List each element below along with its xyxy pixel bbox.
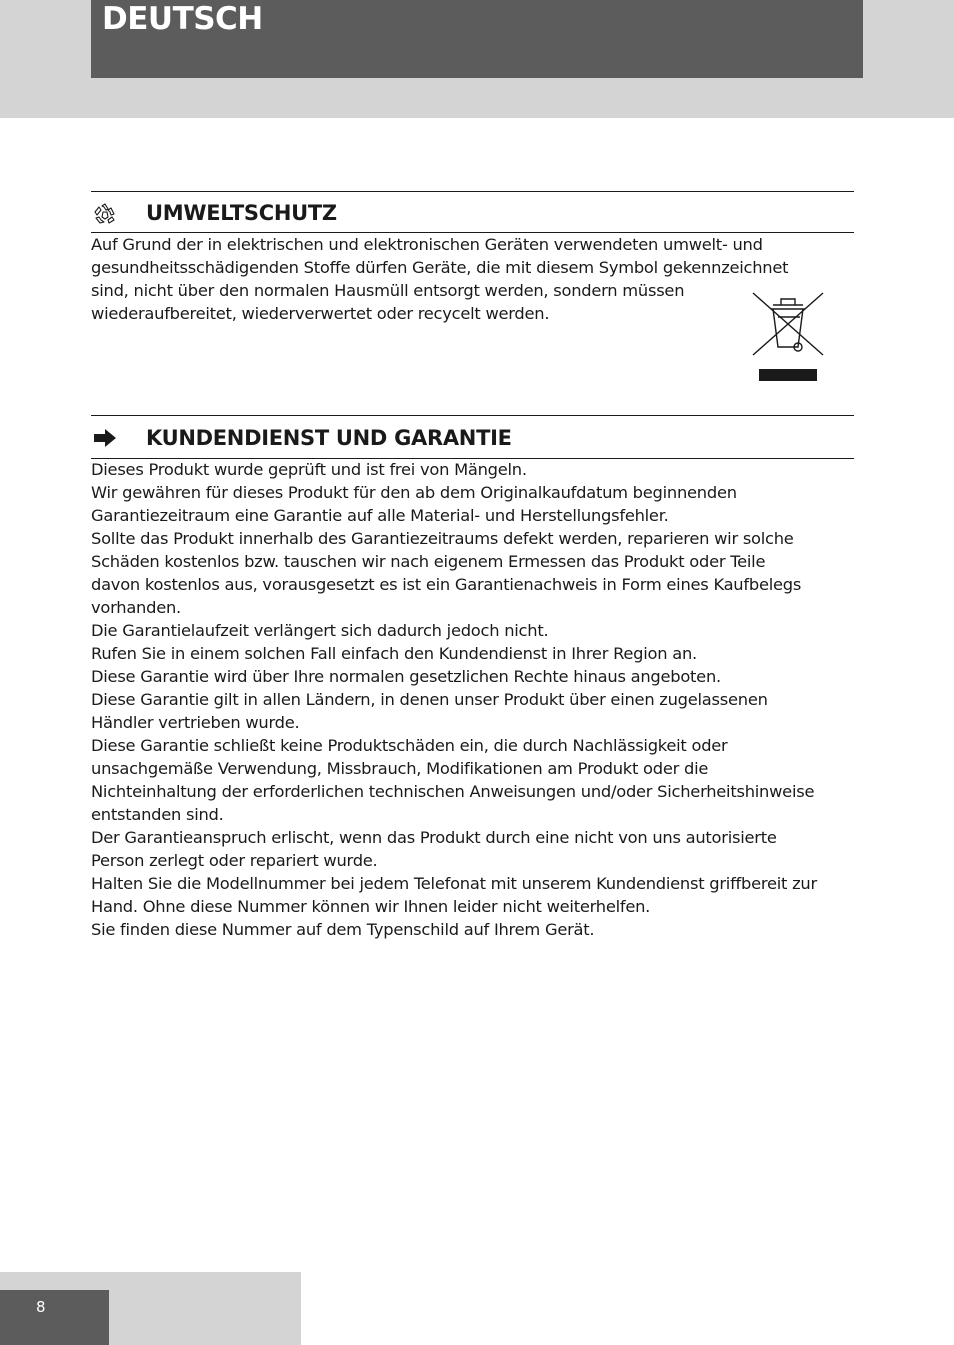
page-number-box (0, 1290, 109, 1345)
text-line: Händler vertrieben wurde. (91, 713, 300, 732)
text-line: Diese Garantie gilt in allen Ländern, in denen unser Produkt über einen zugelassenen (91, 690, 768, 709)
text-line: Die Garantielaufzeit verlängert sich dadurch jedoch nicht. (91, 621, 549, 640)
environment-section (91, 191, 854, 391)
crossed-out-wheelie-bin-icon (751, 291, 825, 383)
text-line: entstanden sind. (91, 805, 224, 824)
text-line: Sie finden diese Nummer auf dem Typenschild auf Ihrem Gerät. (91, 920, 595, 939)
text-line: Garantiezeitraum eine Garantie auf alle Material- und Herstellungsfehler. (91, 506, 669, 525)
text-line: Hand. Ohne diese Nummer können wir Ihnen leider nicht weiterhelfen. (91, 897, 651, 916)
service-text (91, 458, 854, 941)
service-section (91, 415, 854, 941)
text-line: gesundheitsschädigenden Stoffe dürfen Geräte, die mit diesem Symbol gekennzeichnet (91, 258, 789, 277)
text-line: Der Garantieanspruch erlischt, wenn das Produkt durch eine nicht von uns autorisierte (91, 828, 777, 847)
service-title: KUNDENDIENST UND GARANTIE (146, 426, 512, 450)
text-line: unsachgemäße Verwendung, Missbrauch, Modifikationen am Produkt oder die (91, 759, 709, 778)
text-line: Schäden kostenlos bzw. tauschen wir nach eigenem Ermessen das Produkt oder Teile (91, 552, 766, 571)
text-line: wiederaufbereitet, wiederverwertet oder recycelt werden. (91, 304, 550, 323)
text-line: davon kostenlos aus, vorausgesetzt es ist ein Garantienachweis in Form eines Kaufbelegs (91, 575, 802, 594)
text-line: Auf Grund der in elektrischen und elektronischen Geräten verwendeten umwelt- und (91, 235, 763, 254)
page-number: 8 (36, 1298, 46, 1316)
text-line: Halten Sie die Modellnummer bei jedem Telefonat mit unserem Kundendienst griffbereit zur (91, 874, 817, 893)
service-heading (91, 415, 854, 459)
text-line: Nichteinhaltung der erforderlichen technischen Anweisungen und/oder Sicherheitshinweise (91, 782, 815, 801)
text-line: Dieses Produkt wurde geprüft und ist frei von Mängeln. (91, 460, 527, 479)
text-line: Rufen Sie in einem solchen Fall einfach den Kundendienst in Ihrer Region an. (91, 644, 697, 663)
language-title: DEUTSCH (102, 1, 263, 37)
environment-heading (91, 191, 854, 233)
text-line: Person zerlegt oder repariert wurde. (91, 851, 378, 870)
text-line: Sollte das Produkt innerhalb des Garantiezeitraums defekt werden, reparieren wir solche (91, 529, 794, 548)
text-line: Wir gewähren für dieses Produkt für den ab dem Originalkaufdatum beginnenden (91, 483, 737, 502)
text-line: vorhanden. (91, 598, 181, 617)
text-line: Diese Garantie schließt keine Produktschäden ein, die durch Nachlässigkeit oder (91, 736, 728, 755)
language-banner (91, 0, 863, 78)
text-line: Diese Garantie wird über Ihre normalen gesetzlichen Rechte hinaus angeboten. (91, 667, 721, 686)
environment-title: UMWELTSCHUTZ (146, 201, 337, 225)
text-line: sind, nicht über den normalen Hausmüll entsorgt werden, sondern müssen (91, 281, 685, 300)
environment-text (91, 233, 789, 325)
recycle-icon (93, 202, 117, 226)
arrow-right-icon (93, 426, 117, 450)
